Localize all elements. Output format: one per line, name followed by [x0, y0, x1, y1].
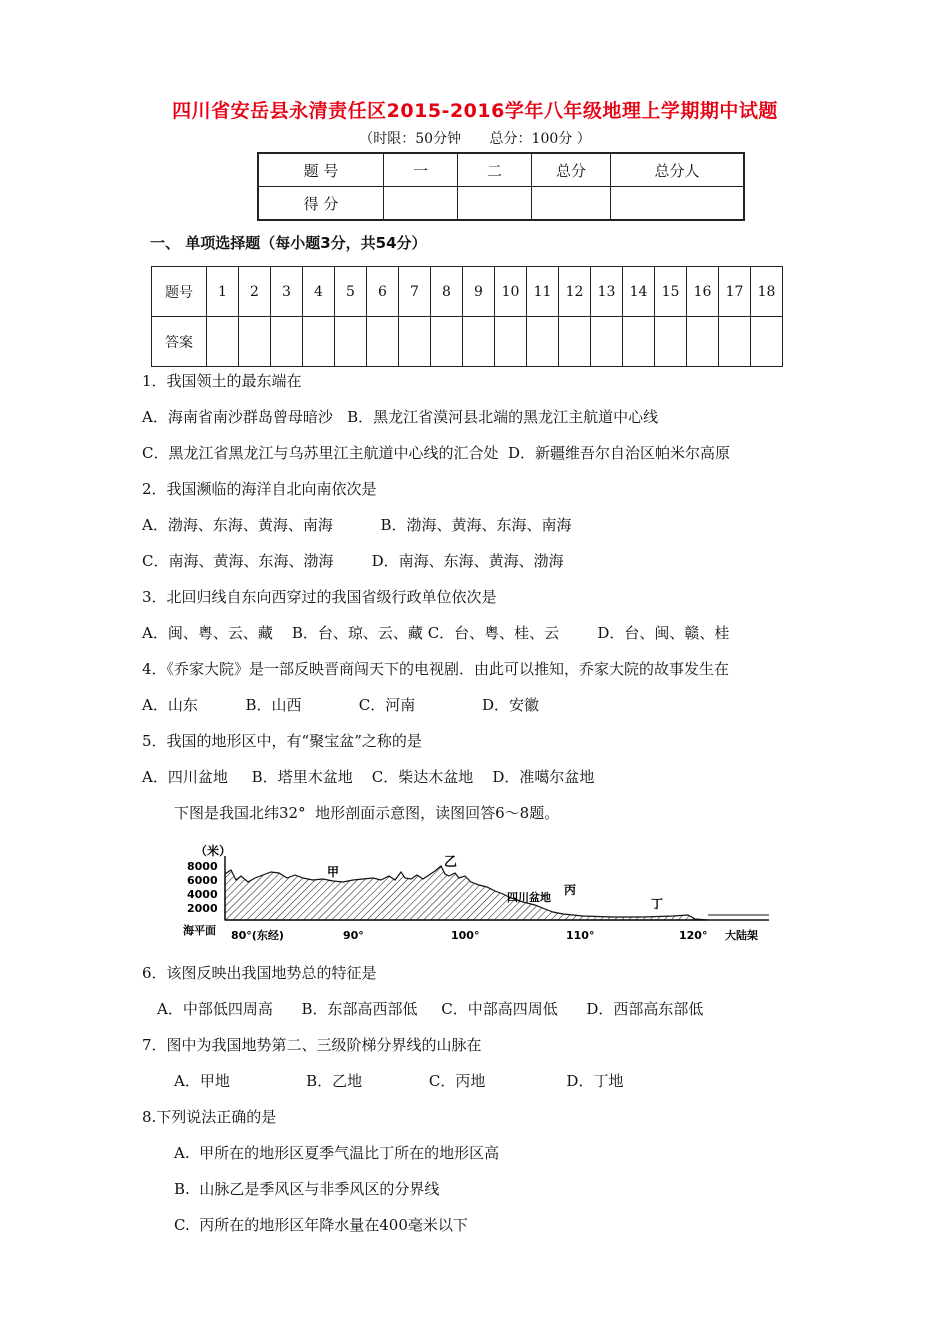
score-header-cell: 二: [458, 153, 532, 187]
score-header-row: [258, 153, 744, 187]
score-cell[interactable]: [458, 187, 532, 221]
profile-y-tick: 4000: [187, 888, 218, 901]
answer-cell[interactable]: [303, 317, 335, 367]
answer-cell[interactable]: [495, 317, 527, 367]
question-number-cell: 1: [207, 267, 239, 317]
question-number-cell: 4: [303, 267, 335, 317]
question-4-stem: 4．《乔家大院》是一部反映晋商闯天下的电视剧．由此可以推知，乔家大院的故事发生在: [142, 660, 730, 678]
question-8-option-b: B. 山脉乙是季风区与非季风区的分界线: [174, 1180, 440, 1198]
x-tick: 120°: [679, 929, 708, 942]
question-6-options: A．中部低四周高 B．东部高西部低 C．中部高四周低 D．西部高东部低: [157, 1000, 704, 1018]
question-number-cell: 17: [719, 267, 751, 317]
time-limit: （时限：50分钟: [359, 131, 462, 147]
answer-cell[interactable]: [335, 317, 367, 367]
figure-intro: 下图是我国北纬32° 地形剖面示意图，读图回答6～8题。: [174, 804, 560, 822]
x-tick: 90°: [343, 929, 364, 942]
exam-title: 四川省安岳县永清责任区2015-2016学年八年级地理上学期期中试题: [172, 100, 778, 122]
profile-y-tick: 8000: [187, 860, 218, 873]
section-title: 一、 单项选择题（每小题3分，共54分）: [150, 234, 427, 252]
total-score: 总分：100分 ）: [489, 131, 591, 147]
score-header-cell: 总分人: [611, 153, 745, 187]
question-3-options: A．闽、粤、云、藏 B．台、琼、云、藏 C．台、粤、桂、云 D．台、闽、赣、桂: [142, 624, 730, 642]
score-cell[interactable]: [532, 187, 611, 221]
profile-y-unit: （米）: [195, 844, 232, 858]
question-number-cell: 9: [463, 267, 495, 317]
question-number-cell: 3: [271, 267, 303, 317]
score-row: [258, 187, 744, 221]
x-tick: 80°(东经): [231, 929, 284, 942]
terrain-profile-shape: [225, 866, 708, 920]
score-header-cell: 一: [384, 153, 458, 187]
question-2-options-cd: C．南海、黄海、东海、渤海 D．南海、东海、黄海、渤海: [142, 552, 564, 570]
answer-cell[interactable]: [559, 317, 591, 367]
answer-cell[interactable]: [591, 317, 623, 367]
question-1-stem: 1．我国领土的最东端在: [142, 372, 302, 390]
question-5-stem: 5．我国的地形区中，有“聚宝盆”之称的是: [142, 732, 422, 750]
score-row-label: 得 分: [258, 187, 384, 221]
question-number-cell: 14: [623, 267, 655, 317]
question-6-stem: 6．该图反映出我国地势总的特征是: [142, 964, 377, 982]
answer-cell[interactable]: [751, 317, 783, 367]
question-number-cell: 7: [399, 267, 431, 317]
answer-cell[interactable]: [655, 317, 687, 367]
terrain-profile-figure: [183, 842, 773, 942]
question-8-option-c: C. 丙所在的地形区年降水量在400毫米以下: [174, 1216, 468, 1234]
sea-level-label: 海平面: [183, 924, 216, 937]
score-cell[interactable]: [384, 187, 458, 221]
question-number-cell: 18: [751, 267, 783, 317]
question-5-options: A．四川盆地 B．塔里木盆地 C．柴达木盆地 D．准噶尔盆地: [142, 768, 595, 786]
exam-subtitle: [0, 128, 950, 148]
answer-cell[interactable]: [399, 317, 431, 367]
question-number-row: [152, 267, 783, 317]
question-1-options-ab: A．海南省南沙群岛曾母暗沙 B．黑龙江省漠河县北端的黑龙江主航道中心线: [142, 408, 659, 426]
profile-y-tick: 6000: [187, 874, 218, 887]
question-number-cell: 10: [495, 267, 527, 317]
question-number-cell: 5: [335, 267, 367, 317]
score-table: [257, 152, 745, 221]
question-3-stem: 3．北回归线自东向西穿过的我国省级行政单位依次是: [142, 588, 497, 606]
continental-shelf-label: 大陆架: [725, 929, 758, 942]
score-header-cell: 总分: [532, 153, 611, 187]
answer-row: [152, 317, 783, 367]
answer-cell[interactable]: [463, 317, 495, 367]
label-yi: 乙: [444, 855, 458, 870]
question-number-cell: 6: [367, 267, 399, 317]
question-2-stem: 2．我国濒临的海洋自北向南依次是: [142, 480, 377, 498]
question-7-options: A．甲地 B．乙地 C．丙地 D．丁地: [174, 1072, 624, 1090]
label-bing: 丙: [564, 883, 577, 897]
answer-cell[interactable]: [623, 317, 655, 367]
question-8-stem: 8.下列说法正确的是: [142, 1108, 277, 1126]
answer-cell[interactable]: [719, 317, 751, 367]
question-2-options-ab: A．渤海、东海、黄海、南海 B．渤海、黄海、东海、南海: [142, 516, 572, 534]
answer-table: [151, 266, 783, 367]
answer-cell[interactable]: [239, 317, 271, 367]
question-7-stem: 7．图中为我国地势第二、三级阶梯分界线的山脉在: [142, 1036, 482, 1054]
question-number-cell: 8: [431, 267, 463, 317]
x-tick: 100°: [451, 929, 480, 942]
answer-cell[interactable]: [431, 317, 463, 367]
profile-y-tick: 2000: [187, 902, 218, 915]
question-4-options: A．山东 B．山西 C．河南 D．安徽: [142, 696, 540, 714]
question-1-options-cd: C．黑龙江省黑龙江与乌苏里江主航道中心线的汇合处 D．新疆维吾尔自治区帕米尔高原: [142, 444, 731, 462]
answer-cell[interactable]: [527, 317, 559, 367]
question-number-cell: 16: [687, 267, 719, 317]
question-8-option-a: A. 甲所在的地形区夏季气温比丁所在的地形区高: [174, 1144, 500, 1162]
question-number-cell: 2: [239, 267, 271, 317]
x-tick: 110°: [566, 929, 595, 942]
question-number-label: 题号: [152, 267, 207, 317]
answer-cell[interactable]: [271, 317, 303, 367]
question-number-cell: 12: [559, 267, 591, 317]
answer-cell[interactable]: [207, 317, 239, 367]
score-header-cell: 题 号: [258, 153, 384, 187]
question-number-cell: 15: [655, 267, 687, 317]
score-cell[interactable]: [611, 187, 745, 221]
answer-cell[interactable]: [687, 317, 719, 367]
question-number-cell: 11: [527, 267, 559, 317]
answer-cell[interactable]: [367, 317, 399, 367]
label-jia: 甲: [327, 865, 340, 879]
answer-label: 答案: [152, 317, 207, 367]
question-number-cell: 13: [591, 267, 623, 317]
label-ding: 丁: [651, 897, 664, 911]
label-sichuan-basin: 四川盆地: [507, 891, 551, 904]
